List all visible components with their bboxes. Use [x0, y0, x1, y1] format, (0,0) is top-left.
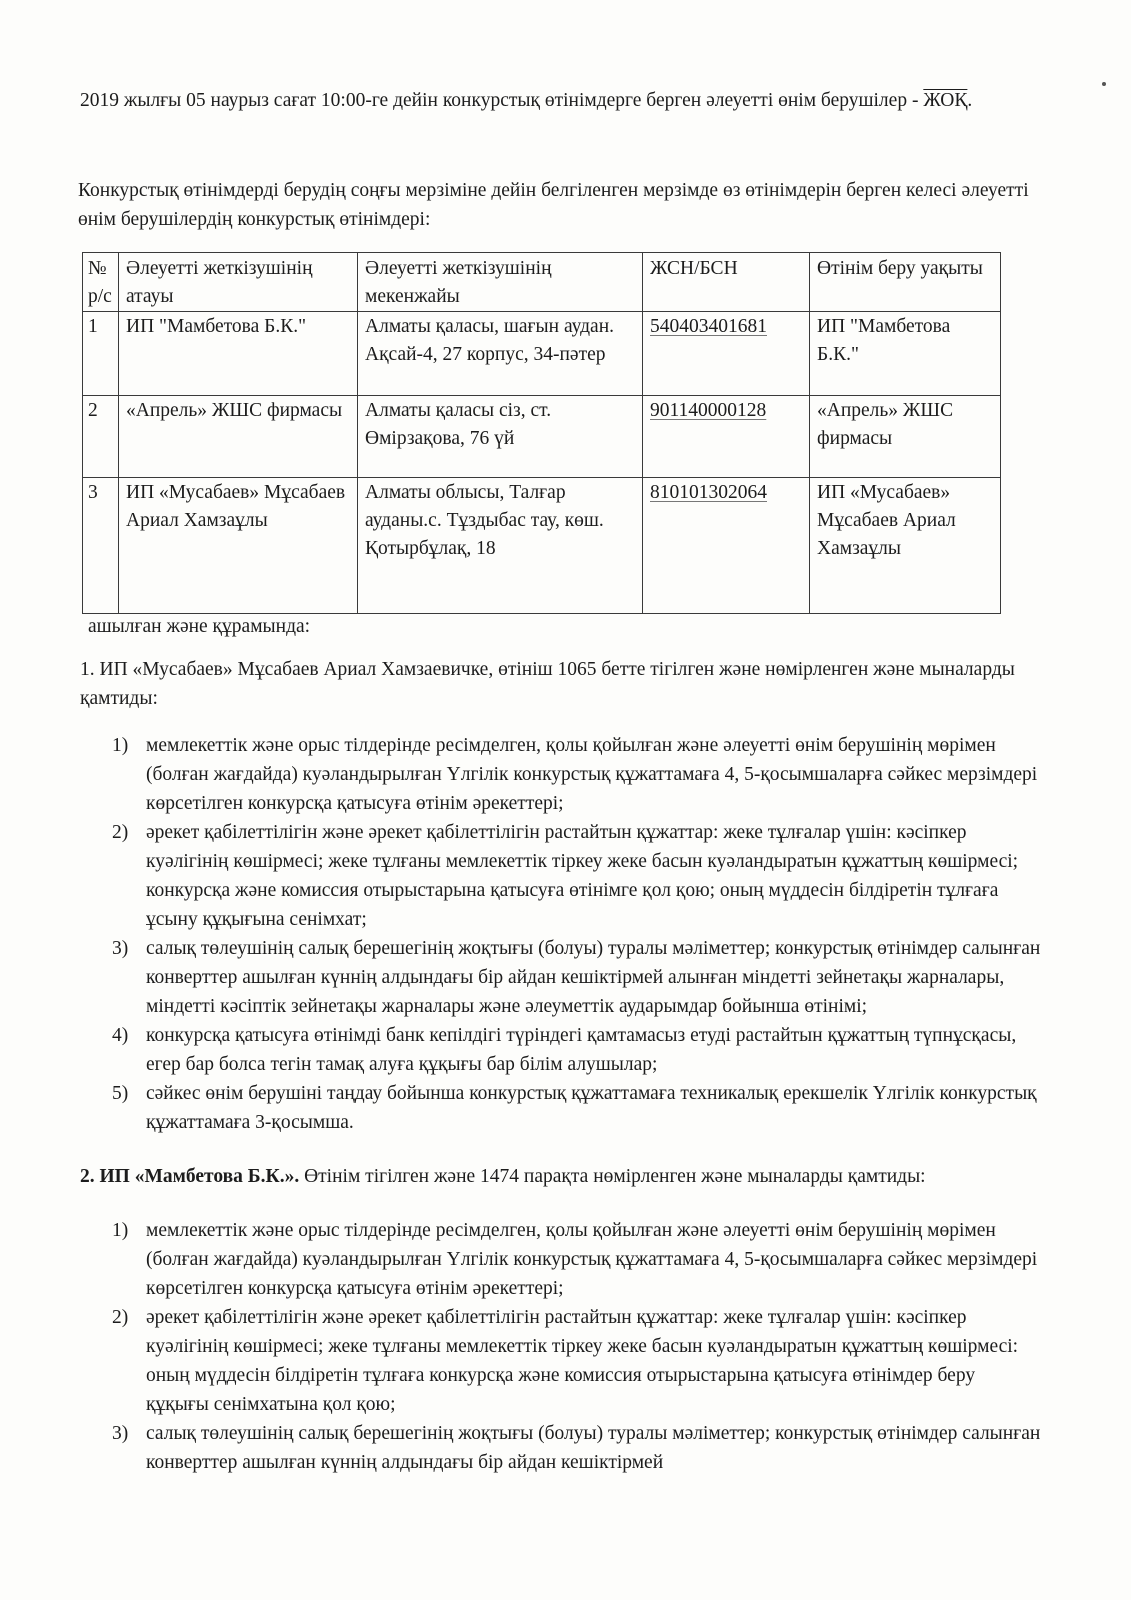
opened-caption: ашылған және құрамында: — [88, 616, 311, 637]
list-item — [112, 1021, 1042, 1079]
table-row — [83, 396, 1001, 478]
scan-speck — [1102, 82, 1106, 86]
cell-time: ИП «Мусабаев» Мұсабаев Ариал Хамзаұлы — [810, 478, 1001, 614]
item1-sublist — [112, 731, 1042, 1137]
list-item — [112, 1303, 1042, 1419]
list-item-number: 3) — [112, 1423, 129, 1444]
cell-name: ИП "Мамбетова Б.К." — [119, 312, 358, 396]
item2-heading — [80, 1162, 1040, 1191]
list-item — [112, 1079, 1042, 1137]
cell-bin — [643, 478, 810, 614]
cell-time: ИП "Мамбетова Б.К." — [810, 312, 1001, 396]
list-item-text: салық төлеушінің салық берешегінің жоқтығы (болуы) туралы мәліметтер; конкурстық өтінімдер салынған конверттер ашылған күннің алдындағы бір айдан кешіктірмей алынған міндетті зейнетақы жарналары, міндетті кәсіптік зейнетақы жарналары және әлеуметтік аударымдар бойынша өтінімі; — [146, 938, 1041, 1017]
list-item — [112, 731, 1042, 818]
cell-name: ИП «Мусабаев» Мұсабаев Ариал Хамзаұлы — [119, 478, 358, 614]
header-name: Әлеуетті жеткізушінің атауы — [119, 253, 358, 312]
table-row — [83, 478, 1001, 614]
intro-paragraph — [80, 86, 1070, 115]
cell-bin — [643, 312, 810, 396]
cell-address: Алматы қаласы, шағын аудан. Ақсай-4, 27 корпус, 34-пәтер — [358, 312, 643, 396]
list-item — [112, 934, 1042, 1021]
cell-address: Алматы облысы, Талғар ауданы.с. Тұздыбас тау, көш. Қотырбұлақ, 18 — [358, 478, 643, 614]
item2-supplier-name: ИП «Мамбетова Б.К.». — [99, 1166, 300, 1187]
list-item-number: 4) — [112, 1025, 129, 1046]
list-item-number: 5) — [112, 1083, 129, 1104]
list-item-text: мемлекеттік және орыс тілдерінде ресімделген, қолы қойылған және әлеуетті өнім берушінің мөрімен (болған жағдайда) куәландырылған Үлгілік конкурстық құжаттамаға 4, 5-қосымшаларға сәйкес мерзімдері көрсетілген конкурсқа қатысуға өтінім әрекеттері; — [146, 1220, 1038, 1299]
lead-paragraph: Конкурстық өтінімдерді берудің соңғы мерзіміне дейін белгіленген мерзімде өз өтінімдерін берген келесі әлеуетті өнім берушілердің конкурстық өтінімдері: — [78, 180, 1029, 230]
item2-sublist — [112, 1216, 1042, 1477]
intro-period: . — [967, 90, 973, 111]
item1-heading: 1. ИП «Мусабаев» Мұсабаев Ариал Хамзаевичке, өтініш 1065 бетте тігілген және нөмірленген және мыналарды қамтиды: — [80, 659, 1015, 709]
header-bin: ЖСН/БСН — [643, 253, 810, 312]
list-item — [112, 1419, 1042, 1477]
cell-bin — [643, 396, 810, 478]
header-num: № р/с — [83, 253, 119, 312]
table-header-row — [83, 253, 1001, 312]
list-item-number: 3) — [112, 938, 129, 959]
bin-value: 901140000128 — [650, 400, 767, 421]
list-item — [112, 1216, 1042, 1303]
list-item-number: 1) — [112, 735, 129, 756]
table-row — [83, 312, 1001, 396]
intro-text: 2019 жылғы 05 наурыз сағат 10:00-ге дейін конкурстық өтінімдерге берген әлеуетті өнім берушілер - — [80, 90, 924, 111]
cell-num: 2 — [83, 396, 119, 478]
list-item-text: әрекет қабілеттілігін және әрекет қабілеттілігін растайтын құжаттар: жеке тұлғалар үшін: кәсіпкер куәлігінің көшірмесі; жеке тұлғаны мемлекеттік тіркеу жеке басын куәландыратын құжаттың көшірмесі; конкурсқа және комиссия отырыстарына қатысуға өтінімге қол қою; оның мүддесін білдіретін тұлғаға ұсыну құқығына сенімхат; — [146, 822, 1019, 930]
list-item-number: 2) — [112, 1307, 129, 1328]
list-item-number: 1) — [112, 1220, 129, 1241]
cell-name: «Апрель» ЖШС фирмасы — [119, 396, 358, 478]
list-item-text: әрекет қабілеттілігін және әрекет қабілеттілігін растайтын құжаттар: жеке тұлғалар үшін: кәсіпкер куәлігінің көшірмесі; жеке тұлғаны мемлекеттік тіркеу жеке басын куәландыратын құжаттың көшірмесі: оның мүддесін білдіретін тұлғаға конкурсқа және комиссия отырыстарына қатысуға өтінімдер беру құқығы сенімхатына қол қою; — [146, 1307, 1019, 1415]
list-item-number: 2) — [112, 822, 129, 843]
list-item-text: сәйкес өнім берушіні таңдау бойынша конкурстық құжаттамаға техникалық ерекшелік Үлгілік конкурстық құжаттамаға 3-қосымша. — [146, 1083, 1037, 1133]
list-item-text: салық төлеушінің салық берешегінің жоқтығы (болуы) туралы мәліметтер; конкурстық өтінімдер салынған конверттер ашылған күннің алдындағы бір айдан кешіктірмей — [146, 1423, 1041, 1473]
item2-heading-text: Өтінім тігілген және 1474 парақта нөмірленген және мыналарды қамтиды: — [299, 1166, 926, 1187]
cell-num: 3 — [83, 478, 119, 614]
list-item-text: мемлекеттік және орыс тілдерінде ресімделген, қолы қойылған және әлеуетті өнім берушінің мөрімен (болған жағдайда) куәландырылған Үлгілік конкурстық құжаттамаға 4, 5-қосымшаларға сәйкес мерзімдері көрсетілген конкурсқа қатысуға өтінім әрекеттері; — [146, 735, 1038, 814]
bin-value: 810101302064 — [650, 482, 767, 503]
cell-num: 1 — [83, 312, 119, 396]
intro-none-value: ЖОҚ — [923, 90, 968, 111]
cell-time: «Апрель» ЖШС фирмасы — [810, 396, 1001, 478]
list-item-text: конкурсқа қатысуға өтінімді банк кепілдігі түріндегі қамтамасыз етуді растайтын құжаттың түпнұсқасы, егер бар болса тегін тамақ алуға құқығы бар білім алушылар; — [146, 1025, 1017, 1075]
header-time: Өтінім беру уақыты — [810, 253, 1001, 312]
cell-address: Алматы қаласы сіз, ст. Өмірзақова, 76 үй — [358, 396, 643, 478]
header-address: Әлеуетті жеткізушінің мекенжайы — [358, 253, 643, 312]
item2-number: 2. — [80, 1166, 95, 1187]
list-item — [112, 818, 1042, 934]
bin-value: 540403401681 — [650, 316, 767, 337]
bids-table — [82, 252, 1001, 614]
